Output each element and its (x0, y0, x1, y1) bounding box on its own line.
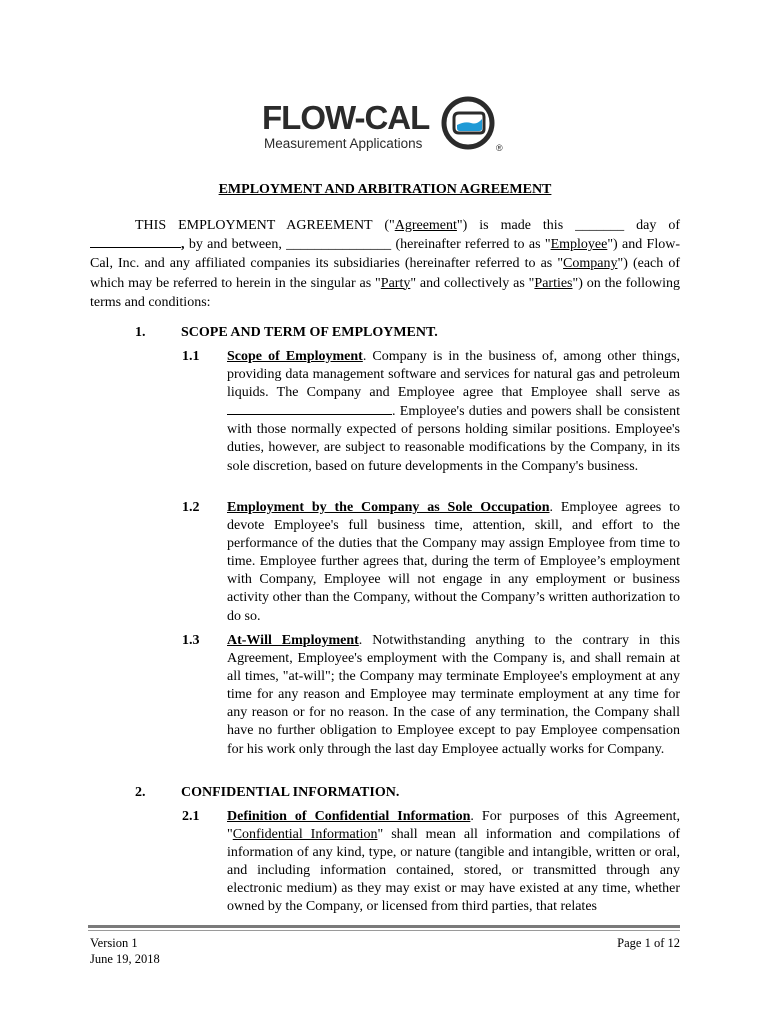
section-2-1-text-a: . For purposes of this Agreement, " (227, 809, 680, 843)
footer-version: Version 1 (90, 936, 138, 950)
section-1-1-text-a: . Company is in the business of, among other things, providing data management software and services for natural gas and petroleum liquids. The Company and Employee agree that Employee shall serve as (227, 349, 680, 401)
footer-date: June 19, 2018 (90, 952, 160, 966)
section-2-1-paragraph (227, 808, 680, 917)
section-1-1-heading: Scope of Employment (227, 349, 363, 364)
section-1-1-number: 1.1 (182, 349, 200, 364)
intro-part7: ") on the following terms and conditions: (90, 275, 681, 310)
logo-subtitle: Measurement Applications (264, 136, 423, 151)
company-logo (262, 96, 512, 160)
footer-rule-thick (88, 925, 680, 928)
section-1-3-number: 1.3 (182, 633, 200, 648)
footer-page-number: Page 1 of 12 (617, 936, 680, 950)
intro-part1: THIS EMPLOYMENT AGREEMENT (" (135, 218, 395, 233)
footer-rule-thin (88, 930, 680, 931)
section-1-2-paragraph (227, 499, 680, 626)
section-1-2-text: . Employee agrees to devote Employee's full business time, attention, skill, and effort to the performance of the duties that the Company may assign Employee from time to time. Employee further agrees that, during the term of Employee’s employment with Company, Employee will not engage in any employment or business activity other than the Company, without the Company’s written authorization to do so. (227, 500, 680, 624)
section-2-number: 2. (135, 785, 146, 800)
position-blank (227, 402, 392, 415)
section-1-3-paragraph (227, 632, 680, 759)
registered-mark: ® (496, 143, 503, 153)
agreement-term: Agreement (394, 218, 457, 233)
company-term: Company (563, 256, 618, 272)
section-1-2-heading: Employment by the Company as Sole Occupation (227, 500, 550, 515)
section-2-title: CONFIDENTIAL INFORMATION. (181, 785, 400, 800)
confidential-information-term: Confidential Information (232, 827, 378, 843)
document-title-text: EMPLOYMENT AND ARBITRATION AGREEMENT (218, 182, 552, 197)
footer-left (90, 935, 160, 967)
intro-part5: ") (each of which may be referred to herein in the singular as " (90, 256, 681, 291)
intro-part3: by and between, _______________ (hereinafter referred to as " (188, 237, 551, 253)
date-blank (90, 235, 181, 248)
section-1-3-heading: At-Will Employment (227, 633, 359, 648)
section-1-2-number: 1.2 (182, 500, 200, 515)
section-1-3-text: . Notwithstanding anything to the contrary in this Agreement, Employee's employment with the Company is, and shall remain at all times, "at-will"; the Company may terminate Employee's employment at any time for any reason and Employee may terminate employment at any time for any reason or for no reason. In the case of any termination, the Company shall have no further obligation to Employee except to pay Employee compensation for his work only through the last day Employee actually works for Company. (227, 633, 680, 757)
party-term: Party (380, 275, 411, 291)
section-1-1-text-b: . Employee's duties and powers shall be consistent with those normally expected of persons holding similar positions. Employee's duties, however, are subject to reasonable modifications by the Company, in its sole discretion, based on future developments in the Company's business. (227, 404, 680, 474)
intro-part4: ") and Flow-Cal, Inc. and any affiliated companies its subsidiaries (hereinafter referred to as " (90, 237, 681, 272)
section-2-1-heading: Definition of Confidential Information (227, 809, 471, 824)
flow-cal-emblem-icon (441, 96, 495, 150)
document-title (0, 181, 770, 198)
parties-term: Parties (534, 275, 573, 291)
intro-part6: " and collectively as " (410, 275, 535, 291)
employee-term: Employee (550, 237, 608, 253)
section-2-1-text-b: " shall mean all information and compilations of information of any kind, type, or nature (tangible and intangible, written or oral, and including information contained, stored, or transmitted through any electronic medium) as they may exist or may have existed at any time, whether owned by the Company, or licensed from third parties, that relates (227, 827, 680, 915)
intro-part2: ") is made this _______ day of (456, 218, 680, 233)
logo-name: FLOW-CAL (262, 99, 430, 136)
section-1-1-paragraph (227, 348, 680, 476)
section-2-1-number: 2.1 (182, 809, 200, 824)
intro-paragraph: THIS EMPLOYMENT AGREEMENT ("Agreement") is made this _______ day of , by and between, _______________ (hereinafter referred to as "Employee") and Flow-Cal, Inc. and any affiliated companies its subsidiaries (hereinafter referred to as "Company") (each of which may be referred to herein in the singular as "Party" and collectively as "Parties") on the following terms and conditions: (90, 218, 681, 310)
section-1-title: SCOPE AND TERM OF EMPLOYMENT. (181, 325, 438, 340)
section-1-number: 1. (135, 325, 146, 340)
